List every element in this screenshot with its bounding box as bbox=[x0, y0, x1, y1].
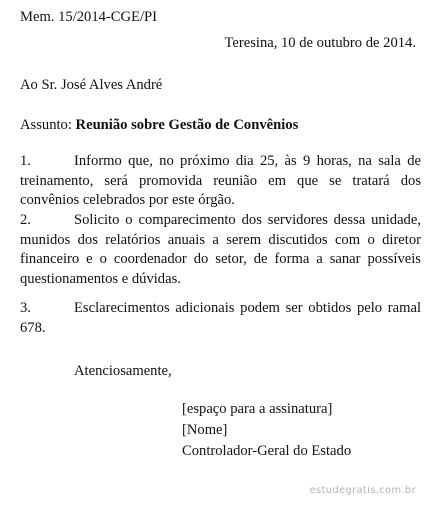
signature-name: [Nome] bbox=[182, 422, 228, 438]
closing: Atenciosamente, bbox=[74, 363, 172, 379]
paragraph-number: 2. bbox=[20, 212, 31, 228]
paragraph-1 bbox=[20, 152, 421, 211]
watermark: estudegratis.com.br bbox=[309, 485, 416, 496]
paragraph-3 bbox=[20, 299, 421, 338]
subject-label: Assunto: bbox=[20, 117, 76, 133]
subject-line bbox=[20, 116, 298, 134]
date-line: Teresina, 10 de outubro de 2014. bbox=[224, 35, 416, 51]
signature-placeholder: [espaço para a assinatura] bbox=[182, 401, 333, 417]
subject-text: Reunião sobre Gestão de Convênios bbox=[75, 117, 299, 133]
paragraph-2 bbox=[20, 211, 421, 289]
paragraph-text: Informo que, no próximo dia 25, às 9 horas, na sala de treinamento, será promovida reunião em que se tratará dos convênios celebrados por este órgão. bbox=[20, 153, 421, 208]
memo-reference: Mem. 15/2014-CGE/PI bbox=[20, 9, 158, 25]
paragraph-number: 3. bbox=[20, 300, 31, 316]
paragraph-number: 1. bbox=[20, 153, 31, 169]
paragraph-text: Solicito o comparecimento dos servidores dessa unidade, munidos dos relatórios anuais a serem discutidos com o diretor financeiro e o coordenador do setor, de forma a sanar possíveis questionamentos e dúvidas. bbox=[20, 212, 421, 287]
paragraph-text: Esclarecimentos adicionais podem ser obtidos pelo ramal 678. bbox=[20, 300, 421, 336]
signature-title: Controlador-Geral do Estado bbox=[182, 443, 352, 459]
addressee: Ao Sr. José Alves André bbox=[20, 77, 163, 93]
